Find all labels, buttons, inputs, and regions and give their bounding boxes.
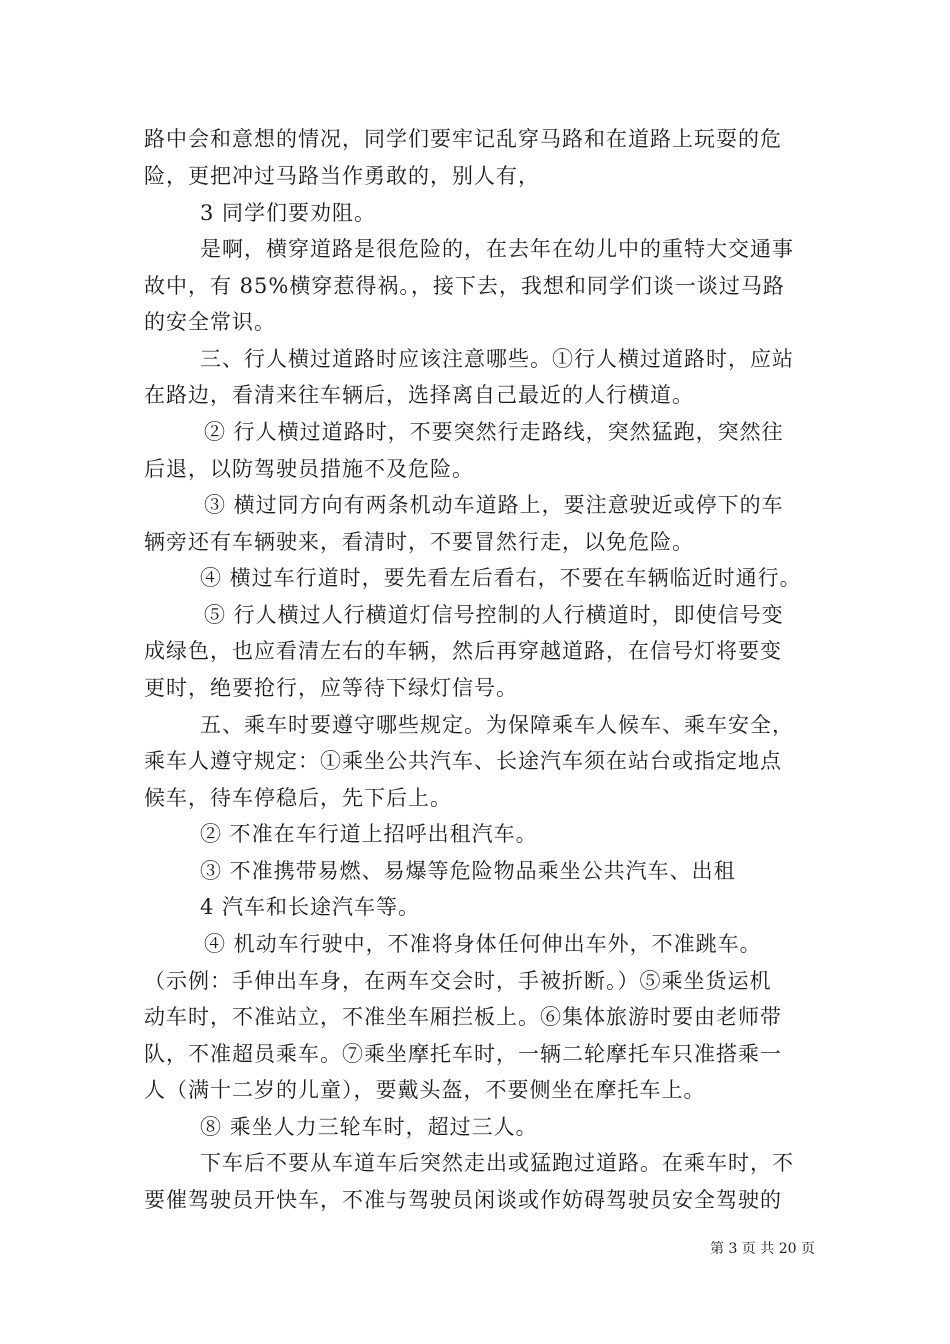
text-line: ⑧ 乘坐人力三轮车时，超过三人。 [200, 1115, 538, 1139]
text-line: 成绿色，也应看清左右的车辆，然后再穿越道路，在信号灯将要变 [144, 639, 782, 663]
text-line: 乘车人遵守规定：①乘坐公共汽车、长途汽车须在站台或指定地点 [144, 749, 782, 773]
text-line: ② 不准在车行道上招呼出租汽车。 [200, 822, 538, 846]
text-line: （示例：手伸出车身，在两车交会时，手被折断。）⑤乘坐货运机 [144, 969, 772, 993]
text-line: 五、乘车时要遵守哪些规定。为保障乘车人候车、乘车安全， [200, 713, 794, 737]
page-number: 第 3 页 共 20 页 [710, 1241, 815, 1257]
text-line: 更时，绝要抢行，应等待下绿灯信号。 [144, 676, 518, 700]
text-line: ④ 横过车行道时，要先看左后看右，不要在车辆临近时通行。 [200, 566, 802, 590]
text-line: ② 行人横过道路时，不要突然行走路线，突然猛跑，突然往 [204, 420, 784, 444]
text-line: 三、行人横过道路时应该注意哪些。①行人横过道路时，应站 [200, 347, 794, 371]
text-line: 是啊，横穿道路是很危险的，在去年在幼儿中的重特大交通事 [200, 237, 794, 261]
text-line: 故中，有 85%横穿惹得祸。，接下去，我想和同学们谈一谈过马路 [144, 274, 785, 298]
text-line: ⑤ 行人横过人行横道灯信号控制的人行横道时，即使信号变 [204, 603, 784, 627]
text-line: 要催驾驶员开快车，不准与驾驶员闲谈或作妨碍驾驶员安全驾驶的 [144, 1188, 782, 1212]
text-line: 队，不准超员乘车。⑦乘坐摩托车时，一辆二轮摩托车只准搭乘一 [144, 1042, 782, 1066]
text-line: 下车后不要从车道车后突然走出或猛跑过道路。在乘车时，不 [200, 1151, 794, 1175]
text-line: 3 同学们要劝阻。 [200, 201, 377, 225]
text-line: 的安全常识。 [144, 310, 276, 334]
text-line: 辆旁还有车辆驶来，看清时，不要冒然行走，以免危险。 [144, 530, 694, 554]
text-line: 候车，待车停稳后，先下后上。 [144, 786, 452, 810]
text-line: 4 汽车和长途汽车等。 [200, 895, 421, 919]
text-line: ④ 机动车行驶中，不准将身体任何伸出车外，不准跳车。 [204, 932, 762, 956]
text-line: 动车时，不准站立，不准坐车厢拦板上。⑥集体旅游时要由老师带 [144, 1005, 782, 1029]
text-line: 在路边，看清来往车辆后，选择离自己最近的人行横道。 [144, 383, 694, 407]
text-line: 路中会和意想的情况，同学们要牢记乱穿马路和在道路上玩耍的危 [144, 127, 782, 151]
text-line: ③ 不准携带易燃、易爆等危险物品乘坐公共汽车、出租 [200, 859, 736, 883]
text-line: ③ 横过同方向有两条机动车道路上，要注意驶近或停下的车 [204, 493, 784, 517]
text-line: 人（满十二岁的儿童），要戴头盔，不要侧坐在摩托车上。 [144, 1078, 706, 1102]
text-line: 后退，以防驾驶员措施不及危险。 [144, 457, 474, 481]
text-line: 险，更把冲过马路当作勇敢的，别人有， [144, 164, 540, 188]
